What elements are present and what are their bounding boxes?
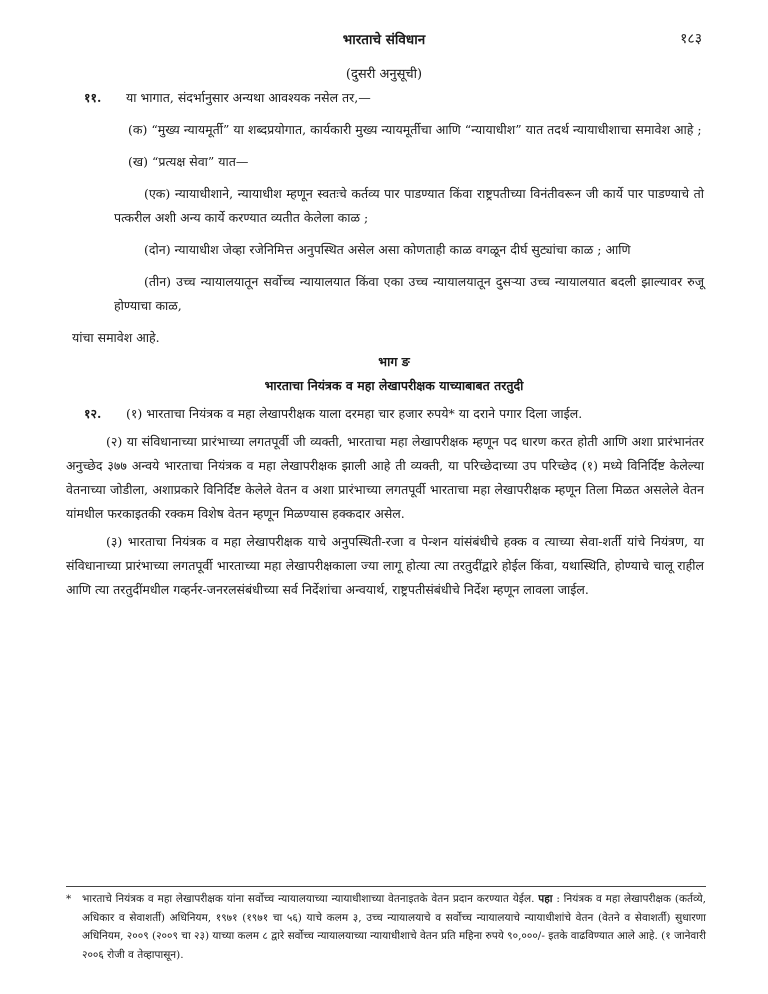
section-number: ११. [84, 90, 102, 105]
schedule-label: (दुसरी अनुसूची) [345, 67, 423, 82]
footnote-text [82, 890, 706, 964]
section-11-intro: या भागात, संदर्भानुसार अन्यथा आवश्यक नसेल तर,— [126, 90, 371, 105]
page-number: १८३ [680, 31, 702, 47]
section-11-heading [84, 86, 704, 110]
footnote-divider [66, 886, 706, 887]
footnote-marker: * [66, 893, 72, 905]
footnote [66, 890, 706, 964]
subclause-3: (तीन) उच्च न्यायालयातून सर्वोच्च न्यायालयात किंवा एका उच्च न्यायालयातून दुसऱ्या उच्च न्यायालयात बदली झाल्यावर रुजू होण्याचा काळ, [114, 274, 704, 313]
section-12-para-2: (२) या संविधानाच्या प्रारंभाच्या लगतपूर्वी जी व्यक्ती, भारताचा महा लेखापरीक्षक म्हणून पद धारण करत होती आणि अशा प्रारंभानंतर अनुच्छेद ३७७ अन्वये भारताचा नियंत्रक व महा लेखापरीक्षक झाली आहे ती व्यक्ती, या परिच्छेदाच्या उप परिच्छेद (१) मध्ये विनिर्दिष्ट केलेल्या वेतनाच्या जोडीला, अशाप्रकारे विनिर्दिष्ट केलेले वेतन व अशा प्रारंभाच्या लगतपूर्वी भारताचा महा लेखापरीक्षक म्हणून तिला मिळत असलेले वेतन यांमधील फरकाइतकी रक्कम विशेष वेतन म्हणून मिळण्यास हक्कदार असेल. [66, 434, 704, 521]
section-12-heading [84, 402, 704, 426]
page-header [66, 26, 702, 48]
running-title: भारताचे संविधान [342, 32, 426, 48]
footnote-see-label: पहा [538, 893, 553, 905]
footnote-text-before: भारताचे नियंत्रक व महा लेखापरीक्षक यांना सर्वोच्च न्यायालयाच्या न्यायाधीशाच्या वेतनाइतके वेतन प्रदान करण्यात येईल. [82, 893, 535, 905]
part-title: भारताचा नियंत्रक व महा लेखापरीक्षक याच्याबाबत तरतुदी [264, 378, 524, 393]
clause-b-intro: (ख) “प्रत्यक्ष सेवा” यात— [128, 154, 249, 169]
section-11-closing: यांचा समावेश आहे. [72, 330, 160, 345]
document-body [66, 86, 704, 602]
clause-a: (क) “मुख्य न्यायमूर्ती” या शब्दप्रयोगात, कार्यकारी मुख्य न्यायमूर्तीचा आणि “न्यायाधीश” यात तदर्थ न्यायाधीशाचा समावेश आहे ; [128, 122, 702, 137]
footnote-text-after: : नियंत्रक व महा लेखापरीक्षक (कर्तव्ये, अधिकार व सेवाशर्ती) अधिनियम, १९७१ (१९७१ चा ५६) याचे कलम ३, उच्च न्यायालयाचे व सर्वोच्च न्यायालयाचे न्यायाधीशांचे वेतन (वेतने व सेवाशर्ती) सुधारणा अधिनियम, २००९ (२००९ चा २३) याच्या कलम ८ द्वारे सर्वोच्च न्यायालयाच्या न्यायाधीशाचे वेतन प्रति महिना रुपये ९०,०००/- इतके वाढविण्यात आले आहे. (१ जानेवारी २००६ रोजी व तेव्हापासून). [82, 893, 707, 961]
part-label: भाग ङ [378, 354, 410, 369]
subclause-1: (एक) न्यायाधीशाने, न्यायाधीश म्हणून स्वतःचे कर्तव्य पार पाडण्यात किंवा राष्ट्रपतीच्या विनंतीवरून जी कार्ये पार पाडण्याचे तो पत्करील अशी अन्य कार्ये करण्यात व्यतीत केलेला काळ ; [114, 186, 704, 225]
subclause-2: (दोन) न्यायाधीश जेव्हा रजेनिमित्त अनुपस्थित असेल असा कोणताही काळ वगळून दीर्घ सुट्यांचा काळ ; आणि [144, 242, 631, 257]
section-12-para-3: (३) भारताचा नियंत्रक व महा लेखापरीक्षक याचे अनुपस्थिती-रजा व पेन्शन यांसंबंधीचे हक्क व त्याच्या सेवा-शर्ती यांचे नियंत्रण, या संविधानाच्या प्रारंभाच्या लगतपूर्वी भारताच्या महा लेखापरीक्षकाला ज्या लागू होत्या त्या तरतुदींद्वारे होईल किंवा, यथास्थिति, होण्याचे चालू राहील आणि त्या तरतुदींमधील गव्हर्नर-जनरलसंबंधीच्या सर्व निर्देशांचा अन्वयार्थ, राष्ट्रपतीसंबंधीचे निर्देश म्हणून लावला जाईल. [66, 534, 704, 597]
section-12-para-1: (१) भारताचा नियंत्रक व महा लेखापरीक्षक याला दरमहा चार हजार रुपये* या दराने पगार दिला जाईल. [126, 406, 583, 421]
section-number: १२. [84, 406, 102, 421]
